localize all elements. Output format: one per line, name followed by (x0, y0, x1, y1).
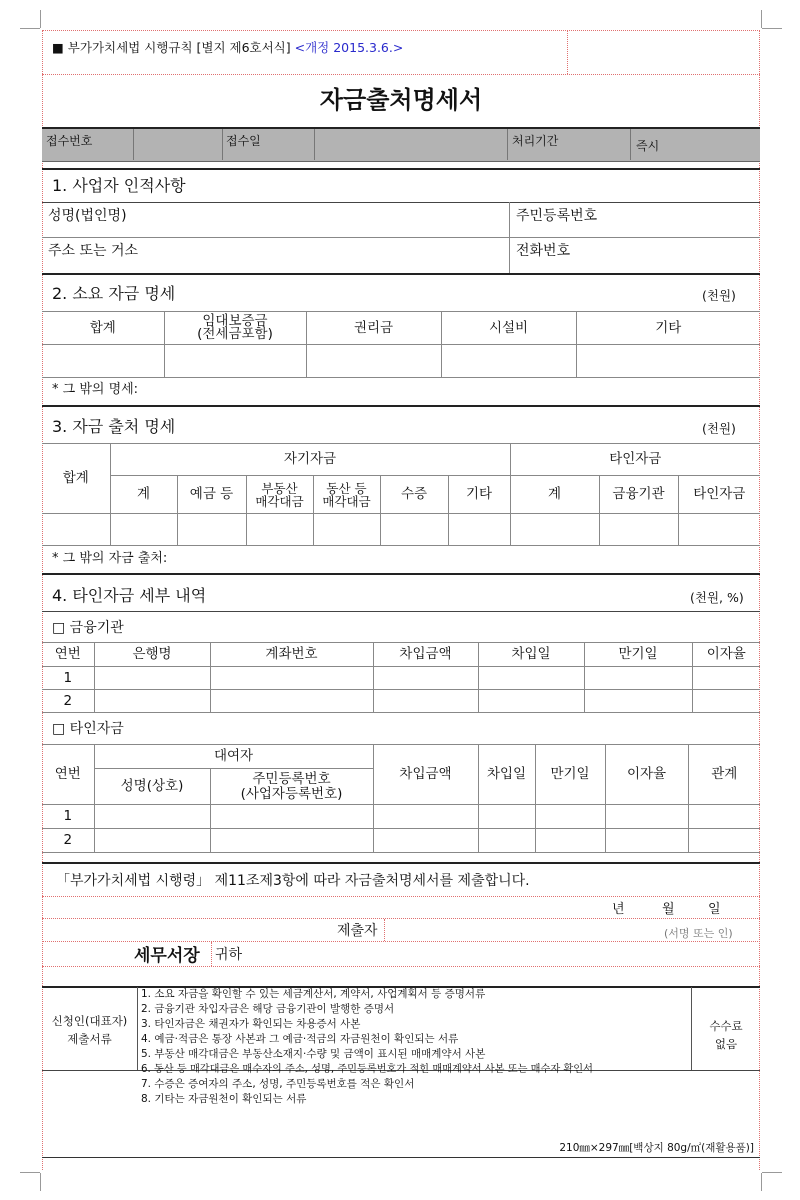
guide-line (42, 966, 760, 967)
col-header: 합계 (42, 312, 164, 345)
section4-title: 4. 타인자금 세부 내역 (52, 586, 207, 605)
input-cell[interactable] (584, 667, 692, 690)
divider (507, 129, 508, 160)
divider (42, 611, 760, 612)
list-item: 6. 동산 등 매각대금은 매수자의 주소, 성명, 주민등록번호가 적힌 매매계약서 사본 또는 매수자 확인서 (141, 1064, 593, 1075)
section1-title: 1. 사업자 인적사항 (52, 176, 186, 195)
guide-line (42, 896, 760, 897)
input-cell[interactable] (478, 805, 535, 829)
input-cell[interactable] (692, 690, 760, 713)
required-funds-table (42, 311, 760, 378)
list-item: 4. 예금·적금은 통장 사본과 그 예금·적금의 자금원천이 확인되는 서류 (141, 1033, 459, 1045)
col-header: 타인자금 (678, 476, 760, 514)
divider (42, 573, 760, 575)
processing-period-label: 처리기간 (512, 134, 559, 148)
input-cell[interactable] (510, 514, 599, 546)
divider (42, 237, 760, 238)
crop-mark (40, 1173, 41, 1191)
submitter-label: 제출자 (337, 923, 378, 939)
input-cell[interactable] (306, 345, 441, 378)
input-cell[interactable] (373, 805, 478, 829)
input-cell[interactable] (110, 514, 177, 546)
input-cell[interactable] (478, 829, 535, 853)
crop-mark (40, 10, 41, 28)
guide-line (211, 942, 212, 966)
form-regulation: ■ 부가가치세법 시행규칙 [별지 제6호서식] <개정 2015.3.6.> (52, 40, 404, 55)
form-page (42, 30, 760, 1170)
input-cell[interactable] (576, 345, 760, 378)
honorific: 귀하 (215, 947, 243, 963)
col-header: 수증 (380, 476, 448, 514)
form-title: 자금출처명세서 (319, 86, 483, 114)
paper-spec: 210㎜×297㎜[백상지 80g/㎡(재활용품)] (559, 1142, 754, 1154)
list-item: 8. 기타는 자금원천이 확인되는 서류 (141, 1093, 307, 1105)
input-cell[interactable] (380, 514, 448, 546)
row-number: 2 (42, 690, 94, 713)
col-header: 계좌번호 (210, 643, 373, 667)
list-item: 2. 금융기관 차입자금은 해당 금융기관이 발행한 증명서 (141, 1003, 395, 1015)
divider (222, 129, 223, 160)
col-header: 계 (510, 476, 599, 514)
day-label: 일 (708, 902, 721, 917)
guide-line (42, 30, 760, 31)
col-header: 만기일 (535, 745, 605, 805)
other-details-note: * 그 밖의 명세: (52, 382, 139, 397)
crop-mark (20, 1172, 40, 1173)
col-header: 차입일 (478, 745, 535, 805)
required-documents-list (141, 987, 689, 1107)
financial-institution-label: □ 금융기관 (52, 620, 124, 636)
phone-label: 전화번호 (516, 243, 571, 259)
tax-office-head: 세무서장 (134, 946, 200, 966)
crop-mark (761, 10, 762, 28)
divider (630, 129, 631, 160)
input-cell[interactable] (210, 690, 373, 713)
input-cell[interactable] (678, 514, 760, 546)
input-cell[interactable] (688, 805, 760, 829)
input-cell[interactable] (535, 805, 605, 829)
input-cell[interactable] (605, 805, 688, 829)
guide-line (567, 30, 568, 74)
input-cell[interactable] (164, 345, 306, 378)
col-header: 이자율 (605, 745, 688, 805)
guide-line (384, 919, 385, 941)
bullet-icon: ■ (52, 40, 64, 55)
other-sources-note: * 그 밖의 자금 출처: (52, 551, 168, 566)
divider (42, 202, 760, 203)
financial-loans-table (42, 642, 760, 713)
fee-label: 수수료 (709, 1019, 743, 1033)
personal-loans-table (42, 744, 760, 853)
col-header: 이자율 (692, 643, 760, 667)
col-header: 임대보증금 (전세금포함) (164, 312, 306, 345)
section3-unit: (천원) (702, 421, 736, 436)
col-header: 기타 (448, 476, 510, 514)
input-cell[interactable] (448, 514, 510, 546)
divider (42, 862, 760, 864)
input-cell[interactable] (94, 829, 210, 853)
divider (137, 987, 138, 1070)
divider (314, 129, 315, 160)
row-number: 1 (42, 805, 94, 829)
col-header: 차입금액 (373, 643, 478, 667)
list-item: 7. 수증은 증여자의 주소, 성명, 주민등록번호를 적은 확인서 (141, 1078, 415, 1090)
crop-mark (762, 1172, 782, 1173)
input-cell[interactable] (94, 690, 210, 713)
input-cell[interactable] (478, 690, 584, 713)
list-item: 3. 타인자금은 채권자가 확인되는 차용증서 사본 (141, 1018, 361, 1030)
input-cell[interactable] (688, 829, 760, 853)
input-cell[interactable] (177, 514, 246, 546)
section3-title: 3. 자금 출처 명세 (52, 417, 176, 436)
col-header: 대여자 (94, 745, 373, 769)
month-label: 월 (662, 902, 675, 917)
divider (42, 405, 760, 407)
revision-note: <개정 2015.3.6.> (294, 40, 404, 55)
list-item: 1. 소요 자금을 확인할 수 있는 세금계산서, 계약서, 사업계획서 등 증명서류 (141, 988, 486, 1000)
receipt-date-label: 접수일 (226, 134, 261, 148)
col-header: 시설비 (441, 312, 576, 345)
year-label: 년 (612, 902, 625, 917)
input-cell[interactable] (210, 805, 373, 829)
guide-line (42, 918, 760, 919)
guide-line (42, 74, 760, 75)
documents-label: 신청인(대표자) 제출서류 (51, 1014, 128, 1046)
fund-source-table (42, 443, 760, 546)
divider (42, 168, 760, 170)
input-cell[interactable] (605, 829, 688, 853)
col-header: 주민등록번호 (사업자등록번호) (210, 769, 373, 805)
input-cell[interactable] (478, 667, 584, 690)
input-cell[interactable] (210, 829, 373, 853)
col-header: 기타 (576, 312, 760, 345)
col-header: 권리금 (306, 312, 441, 345)
input-cell[interactable] (313, 514, 380, 546)
input-cell[interactable] (210, 667, 373, 690)
col-header: 차입금액 (373, 745, 478, 805)
col-header: 자기자금 (110, 444, 510, 476)
input-cell[interactable] (42, 514, 110, 546)
input-cell[interactable] (94, 667, 210, 690)
row-number: 2 (42, 829, 94, 853)
col-header: 부동산 매각대금 (246, 476, 313, 514)
section4-unit: (천원, %) (690, 590, 744, 605)
input-cell[interactable] (94, 805, 210, 829)
input-cell[interactable] (373, 667, 478, 690)
list-item: 5. 부동산 매각대금은 부동산소재지·수량 및 금액이 표시된 매매계약서 사본 (141, 1048, 486, 1060)
col-header: 은행명 (94, 643, 210, 667)
col-header: 연번 (42, 643, 94, 667)
col-header: 동산 등 매각대금 (313, 476, 380, 514)
crop-mark (762, 28, 782, 29)
input-cell[interactable] (599, 514, 678, 546)
divider (133, 129, 134, 160)
col-header: 성명(상호) (94, 769, 210, 805)
signature-label: (서명 또는 인) (664, 927, 733, 940)
col-header: 관계 (688, 745, 760, 805)
personal-funds-label: □ 타인자금 (52, 721, 124, 737)
name-label: 성명(법인명) (48, 208, 127, 224)
section2-title: 2. 소요 자금 명세 (52, 284, 176, 303)
col-header: 연번 (42, 745, 94, 805)
input-cell[interactable] (373, 829, 478, 853)
fee-value: 없음 (714, 1037, 738, 1051)
divider (509, 202, 510, 273)
input-cell[interactable] (692, 667, 760, 690)
address-label: 주소 또는 거소 (48, 243, 139, 259)
section2-unit: (천원) (702, 288, 736, 303)
guide-line (759, 30, 760, 1170)
input-cell[interactable] (42, 345, 164, 378)
col-header: 차입일 (478, 643, 584, 667)
receipt-no-label: 접수번호 (46, 134, 93, 148)
col-header: 만기일 (584, 643, 692, 667)
input-cell[interactable] (535, 829, 605, 853)
col-header: 금융기관 (599, 476, 678, 514)
input-cell[interactable] (246, 514, 313, 546)
row-number: 1 (42, 667, 94, 690)
input-cell[interactable] (373, 690, 478, 713)
crop-mark (20, 28, 40, 29)
col-header: 예금 등 (177, 476, 246, 514)
input-cell[interactable] (441, 345, 576, 378)
divider (42, 273, 760, 275)
col-header: 타인자금 (510, 444, 760, 476)
declaration-text: 「부가가치세법 시행령」 제11조제3항에 따라 자금출처명세서를 제출합니다. (56, 873, 530, 889)
input-cell[interactable] (584, 690, 692, 713)
crop-mark (761, 1173, 762, 1191)
rrn-label: 주민등록번호 (516, 208, 598, 224)
guide-line (42, 30, 43, 1170)
processing-period-value: 즉시 (636, 139, 660, 153)
col-header: 합계 (42, 444, 110, 514)
col-header: 계 (110, 476, 177, 514)
guide-line (42, 941, 760, 942)
divider (42, 1157, 760, 1158)
